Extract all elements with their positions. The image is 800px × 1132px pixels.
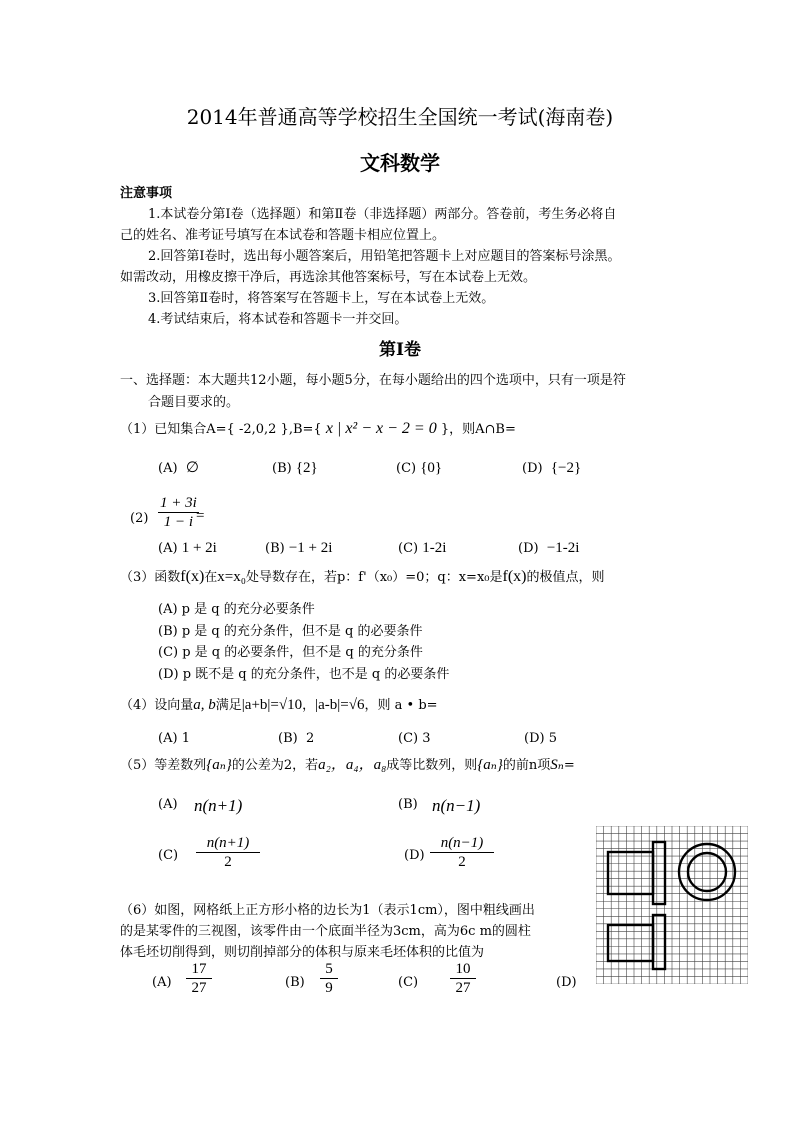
q5-option-fraction	[196, 834, 260, 871]
section-intro: 一、选择题：本大题共12小题，每小题5分，在每小题给出的四个选项中，只有一项是符	[120, 373, 626, 388]
q3-stem-b: 在	[204, 570, 218, 585]
q5-option-value: n(n−1)	[432, 796, 481, 815]
front-view-cap	[653, 842, 665, 904]
option-label: (D)	[518, 541, 539, 556]
option-label: (D)	[522, 461, 543, 476]
q5-stem	[120, 757, 575, 774]
q2-option	[398, 540, 446, 557]
q3-stem-d: 的极值点，则	[526, 570, 605, 585]
q3-fx2: f(x)	[502, 568, 527, 585]
q4-option	[398, 731, 431, 747]
denominator: 9	[325, 980, 333, 996]
q6-option-fraction	[450, 960, 476, 997]
option-label: (C)	[396, 461, 417, 476]
option-value: 3	[422, 731, 431, 746]
q3-stem	[120, 569, 605, 586]
q5-stem-b: 的公差为2，若	[231, 758, 319, 773]
q6-option-label: (C)	[398, 975, 419, 990]
q2-option	[265, 540, 332, 557]
q5-option-label: (B)	[398, 797, 418, 812]
denominator: 2	[224, 854, 232, 870]
q1-option	[272, 460, 318, 477]
denominator: 27	[191, 980, 207, 996]
option-label: (B)	[278, 731, 298, 746]
q5-terms: a₂，a₄，a₈	[318, 757, 387, 773]
q5-option-fraction	[430, 834, 494, 871]
q4-cond2: |a-b|=√6	[315, 697, 365, 713]
q1-stem	[120, 421, 516, 438]
q6-stem-line: 的是某零件的三视图，该零件由一个底面半径为3cm，高为6c m的圆柱	[120, 924, 531, 939]
q5-option-value: n(n+1)	[194, 796, 243, 815]
q5-seq: {aₙ}	[206, 757, 232, 773]
q1-stem-b: }，则A∩B=	[440, 422, 516, 437]
option-value: 5	[548, 731, 557, 746]
numerator: 5	[320, 960, 338, 979]
q4-stem-a: （4）设向量	[120, 698, 194, 713]
option-value: {−2}	[550, 460, 582, 476]
page-title: 2014年普通高等学校招生全国统一考试(海南卷)	[186, 105, 614, 129]
notice-line: 2.回答第Ⅰ卷时，选出每小题答案后，用铅笔把答题卡上对应题目的答案标号涂黑。	[148, 249, 621, 264]
option-label: (B)	[265, 541, 285, 556]
side-view-body	[608, 925, 653, 961]
option-value: {0}	[420, 460, 443, 476]
q4-vars: a, b	[193, 697, 216, 713]
option-value: {2}	[295, 460, 318, 476]
three-view-figure	[596, 826, 748, 984]
q5-option-label: (D)	[404, 848, 425, 863]
q6-option-label: (A)	[152, 975, 172, 990]
q5-stem-a: （5）等差数列	[120, 758, 207, 773]
denominator: 2	[458, 854, 466, 870]
q4-option	[524, 731, 557, 747]
top-view-inner-circle	[688, 853, 726, 891]
q2-equals: =	[196, 508, 205, 524]
option-value: −1-2i	[546, 540, 580, 556]
q4-comma: ，	[302, 698, 316, 713]
q5-option-label: (C)	[158, 848, 179, 863]
side-view-cap	[653, 915, 665, 969]
q3-option: (D) p 既不是 q 的充分条件，也不是 q 的必要条件	[158, 667, 450, 682]
notice-line: 如需改动，用橡皮擦干净后，再选涂其他答案标号，写在本试卷上无效。	[120, 270, 537, 285]
q3-fx: f(x)	[180, 568, 205, 585]
q5-seq2: {aₙ}	[477, 757, 503, 773]
option-label: (A)	[158, 731, 178, 746]
q6-option-label: (B)	[285, 975, 305, 990]
q1-option	[522, 460, 581, 477]
q3-option: (C) p 是 q 的必要条件，但不是 q 的充分条件	[158, 645, 423, 660]
q6-option-fraction	[320, 960, 338, 997]
q6-option-label: (D)	[556, 975, 577, 990]
q4-stem-c: ，则 a • b=	[364, 698, 438, 713]
option-label: (D)	[524, 731, 545, 746]
q3-option: (A) p 是 q 的充分必要条件	[158, 602, 315, 617]
q6-option-fraction	[186, 960, 212, 997]
option-label: (A)	[158, 461, 178, 476]
notice-line: 4.考试结束后，将本试卷和答题卡一并交回。	[148, 312, 408, 327]
numerator: n(n+1)	[196, 834, 260, 853]
q4-cond1: |a+b|=√10	[241, 697, 303, 713]
section-title: 第Ⅰ卷	[379, 340, 421, 360]
option-value: −1 + 2i	[288, 540, 333, 556]
numerator: 10	[450, 960, 476, 979]
q2-option	[518, 540, 579, 557]
q1-set: x | x² − x − 2 = 0	[325, 420, 437, 437]
q6-stem-line: （6）如图，网格纸上正方形小格的边长为1（表示1cm），图中粗线画出	[120, 903, 535, 918]
q5-equals: =	[563, 758, 575, 773]
q2-option	[158, 540, 217, 557]
option-value: 2	[305, 731, 315, 746]
option-label: (C)	[398, 541, 419, 556]
front-view-body	[608, 852, 653, 894]
q5-stem-d: 的前n项	[502, 758, 551, 773]
q3-stem-c: 处导数存在，若p：f'（x₀）=0；q：x=x₀是	[245, 570, 503, 585]
q4-option	[278, 731, 314, 747]
q2-numerator: 1 + 3i	[160, 495, 197, 511]
option-value: 1 + 2i	[181, 540, 217, 556]
notice-line: 1.本试卷分第Ⅰ卷（选择题）和第Ⅱ卷（非选择题）两部分。答卷前，考生务必将自	[148, 207, 617, 222]
q1-option	[396, 460, 442, 477]
q2-denominator: 1 − i	[163, 514, 194, 530]
notice-heading: 注意事项	[120, 186, 173, 201]
q3-x0: x=x₀	[217, 569, 246, 585]
option-label: (B)	[272, 461, 292, 476]
q3-option: (B) p 是 q 的充分条件，但不是 q 的必要条件	[158, 624, 423, 639]
option-label: (C)	[398, 731, 419, 746]
q2-fraction	[158, 494, 199, 531]
q1-option	[158, 460, 199, 477]
option-value: ∅	[185, 460, 199, 476]
q4-stem	[120, 697, 438, 714]
option-label: (A)	[158, 541, 178, 556]
subject-title: 文科数学	[360, 151, 440, 175]
q5-stem-c: 成等比数列，则	[386, 758, 478, 773]
q5-sn: Sₙ	[550, 757, 564, 773]
q3-stem-a: （3）函数	[120, 570, 181, 585]
part-outline	[608, 842, 735, 969]
q6-stem-line: 体毛坯切削得到，则切削掉部分的体积与原来毛坯体积的比值为	[120, 945, 485, 960]
numerator: 17	[186, 960, 212, 979]
numerator: n(n−1)	[430, 834, 494, 853]
q5-option-label: (A)	[158, 797, 178, 812]
option-value: 1-2i	[422, 540, 447, 556]
notice-line: 己的姓名、准考证号填写在本试卷和答题卡相应位置上。	[120, 228, 446, 243]
q4-option	[158, 731, 190, 747]
section-intro: 合题目要求的。	[148, 395, 240, 410]
q2-number: (2)	[130, 511, 149, 526]
notice-line: 3.回答第Ⅱ卷时，将答案写在答题卡上，写在本试卷上无效。	[148, 291, 495, 306]
option-value: 1	[181, 731, 190, 746]
q4-stem-b: 满足	[215, 698, 242, 713]
denominator: 27	[455, 980, 471, 996]
q1-stem-a: （1）已知集合A={ -2,0,2 },B={	[120, 422, 322, 437]
